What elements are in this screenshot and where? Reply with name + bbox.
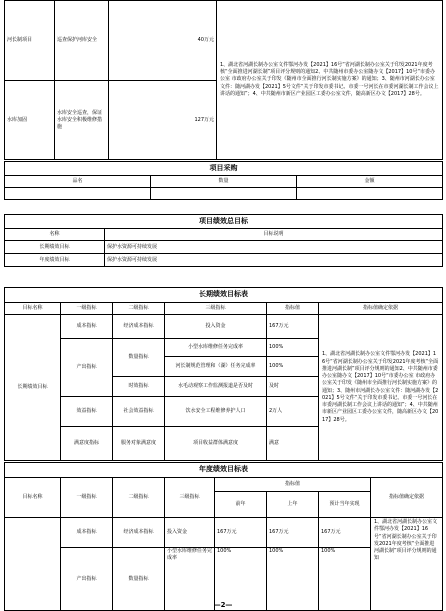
last-value: 100% — [267, 548, 319, 611]
col-header: 一级指标 — [61, 478, 113, 518]
level3-indicator: 项目收益群体满意度 — [165, 427, 267, 461]
annual-goal-table — [4, 462, 443, 611]
level2-indicator: 社会效益指标 — [113, 397, 165, 427]
project-amount-cell: 127万元 — [109, 81, 217, 160]
col-header: 指标值确定依据 — [371, 478, 443, 518]
col-header: 指标值确定依据 — [319, 303, 443, 315]
goal-value: 保护水资源可持续发展 — [105, 241, 443, 254]
goal-label: 年度绩效目标 — [5, 254, 105, 267]
level3-indicator: 投入资金 — [165, 315, 267, 339]
indicator-value: 100% — [267, 339, 319, 357]
annual-title: 年度绩效目标表 — [5, 463, 443, 478]
col-header: 二级指标 — [113, 303, 165, 315]
indicator-value: 满意 — [267, 427, 319, 461]
project-content-cell: 巡查保护河库安全 — [55, 1, 109, 81]
level3-indicator: 饮水安全工程维修养护人口 — [165, 397, 267, 427]
level1-indicator: 成本指标 — [61, 315, 113, 339]
long-term-title: 长期绩效目标表 — [5, 288, 443, 303]
expected-value: 167万元 — [319, 518, 371, 548]
level1-indicator: 满意度指标 — [61, 427, 113, 461]
col-header: 一级指标 — [61, 303, 113, 315]
col-header: 二级指标 — [113, 478, 165, 518]
procurement-header: 品名 — [5, 176, 151, 188]
last-value: 167万元 — [267, 518, 319, 548]
col-header: 目标名称 — [5, 303, 61, 315]
goal-value: 保护水资源可持续发展 — [105, 254, 443, 267]
level3-indicator: 水毛动观察工作监测报道是否及时 — [165, 377, 267, 397]
procurement-table — [4, 161, 443, 200]
project-basis-cell: 1、湖北省河湖长制办公室文件鄂河办发【2021】16号“省河湖长制办公室关于印发2021年度考核“全面推进河湖长制”项目评分规则的通知2、中共随州市委办公室随办文【2017】10号“市委办公室 市政府办公室关于印发《随州市全面推行河长制实施方案》的通知；3、随州市河湖长办公室文件：随河湖办发【2021】5号文件“关于印发市委书记、市委一号河长在市委河湖长制工作会议上讲话的通知”；4、中共随州市新区产业园区工委办公室文件，随高新区办文【2017】28号。 — [217, 1, 443, 160]
col-header: 前年 — [215, 492, 267, 518]
level2-indicator: 经济成本指标 — [113, 315, 165, 339]
basis-cell: 1、湖北省河湖长制办公室文件鄂河办发【2021】16号“省河湖长制办公室关于印发2021年度考核“全面推进河湖长制”项目评分规则的通知2、中共随州市委办公室随办文【2017】10号“市委办公室 市政府办公室关于印发《随州市全面推行河长制实施方案》的通知；3、随州市河湖长办公室文件：随河湖办发【2021】5号文件“关于印发市委书记、市委一号河长在市委河湖长制工作会议上讲话的通知”；4、中共随州市新区产业园区工委办公室文件，随高新区办文【2017】28号。 — [319, 315, 443, 461]
procurement-title: 项目采购 — [5, 162, 443, 176]
level3-indicator: 小型水库维修任务完成率 — [165, 548, 215, 611]
project-amount-cell: 40万元 — [109, 1, 217, 81]
goal-label: 长期绩效目标 — [5, 241, 105, 254]
performance-goal-title: 项目绩效总目标 — [5, 215, 443, 229]
procurement-header: 金额 — [297, 176, 443, 188]
level1-indicator: 产出指标 — [61, 339, 113, 397]
col-header: 三级指标 — [165, 303, 267, 315]
procurement-empty-cell — [151, 188, 297, 200]
prev-value: 100% — [215, 548, 267, 611]
value-group-header: 指标值 — [215, 478, 371, 492]
performance-goal-table — [4, 214, 443, 267]
goal-name-cell — [5, 518, 61, 611]
level2-indicator: 数量指标 — [113, 339, 165, 377]
level3-indicator: 河长制规范管理和（湖）任务完成率 — [165, 357, 267, 377]
level1-indicator: 效益指标 — [61, 397, 113, 427]
col-header: 目标名称 — [5, 478, 61, 518]
expected-value: 100% — [319, 548, 371, 611]
level2-indicator: 服务对象满意度 — [113, 427, 165, 461]
indicator-value: 2万人 — [267, 397, 319, 427]
prev-value: 167万元 — [215, 518, 267, 548]
level2-indicator: 经济成本指标 — [113, 518, 165, 548]
indicator-value: 167万元 — [267, 315, 319, 339]
level1-indicator: 成本指标 — [61, 518, 113, 548]
level1-indicator: 产出指标 — [61, 548, 113, 611]
project-name-cell: 河长制项目 — [5, 1, 55, 81]
goal-desc-header: 目标说明 — [105, 229, 443, 241]
goal-name-cell: 长期绩效目标 — [5, 315, 61, 461]
project-content-cell: 水库安全巡查，保证水库安全积极维修措施 — [55, 81, 109, 160]
indicator-value: 100% — [267, 357, 319, 377]
level3-indicator: 投入资金 — [165, 518, 215, 548]
long-term-goal-table — [4, 287, 443, 461]
procurement-empty-cell — [297, 188, 443, 200]
procurement-header: 数量 — [151, 176, 297, 188]
procurement-empty-cell — [5, 188, 151, 200]
col-header: 上年 — [267, 492, 319, 518]
col-header: 三级指标 — [165, 478, 215, 518]
level2-indicator: 时效指标 — [113, 377, 165, 397]
goal-name-header: 名称 — [5, 229, 105, 241]
indicator-value: 及时 — [267, 377, 319, 397]
project-name-cell: 水库加固 — [5, 81, 55, 160]
basis-cell: 1、湖北省河湖长制办公室文件鄂河办发【2021】16号“省河湖长制办公室关于印发2021年度考核“全面推进河湖长制”项目评分规则的通知 — [371, 518, 443, 611]
top-project-table — [4, 0, 443, 160]
level3-indicator: 小型水库维修任务完成率 — [165, 339, 267, 357]
page-number: —2— — [213, 601, 233, 609]
col-header: 指标值 — [267, 303, 319, 315]
level2-indicator: 数量指标 — [113, 548, 165, 611]
col-header: 预计当年实现 — [319, 492, 371, 518]
